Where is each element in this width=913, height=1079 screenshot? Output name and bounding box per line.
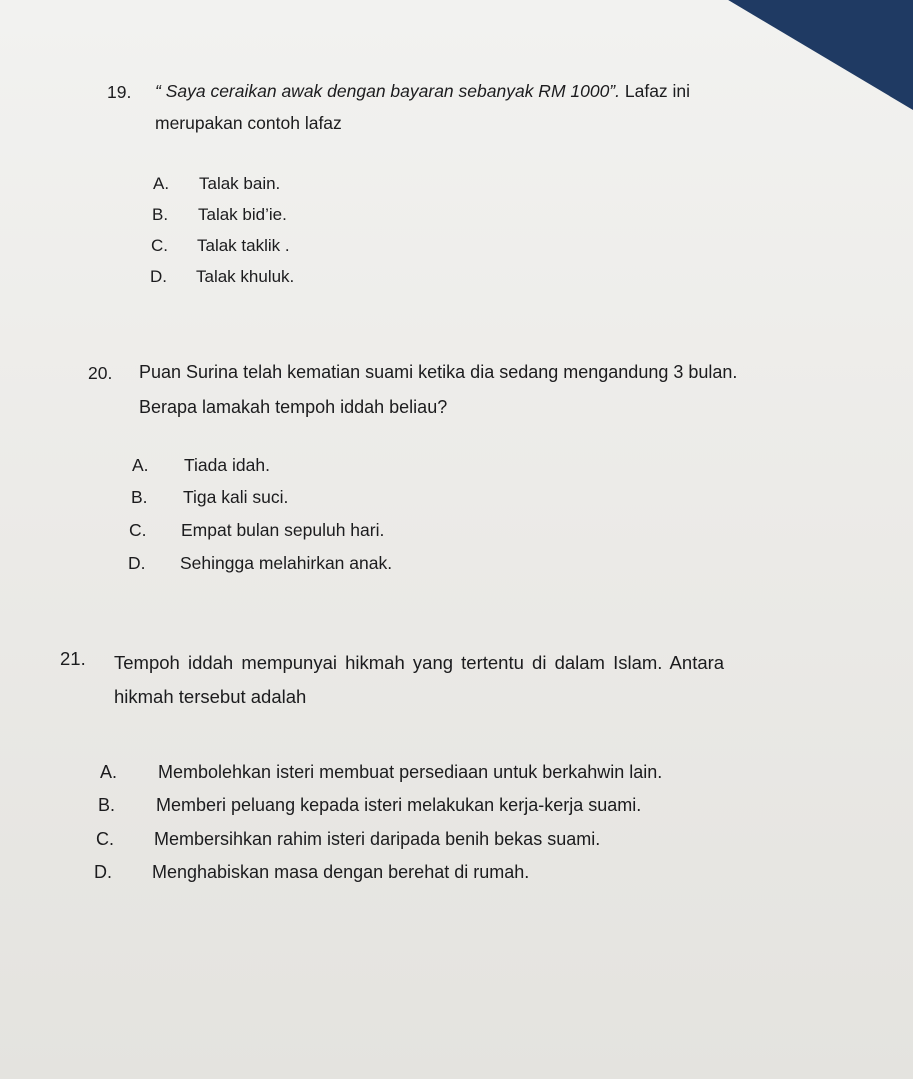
question-stem-line2: hikmah tersebut adalah <box>114 686 307 707</box>
option-letter: D. <box>94 862 112 882</box>
option-text: Memberi peluang kepada isteri melakukan kerja-kerja suami. <box>156 795 642 815</box>
option-letter: B. <box>98 795 116 815</box>
option-a[interactable] <box>153 174 280 194</box>
option-letter: D. <box>150 267 167 286</box>
option-letter: C. <box>151 236 168 255</box>
option-text: Talak khuluk. <box>196 267 295 286</box>
option-text: Sehingga melahirkan anak. <box>180 553 393 573</box>
option-letter: A. <box>100 762 118 782</box>
option-d[interactable] <box>94 862 529 883</box>
option-text: Membolehkan isteri membuat persediaan untuk berkahwin lain. <box>158 762 663 782</box>
option-text: Talak taklik . <box>197 236 290 255</box>
option-b[interactable] <box>152 205 287 225</box>
option-text: Talak bid’ie. <box>198 205 287 224</box>
quoted-lafaz: “ Saya ceraikan awak dengan bayaran sebanyak RM 1000”. <box>155 81 620 101</box>
option-d[interactable] <box>150 267 294 287</box>
option-b[interactable] <box>98 795 641 816</box>
stem-text: Lafaz ini <box>620 81 691 101</box>
option-a[interactable] <box>132 455 270 476</box>
option-letter: D. <box>128 553 146 573</box>
question-stem-line2: merupakan contoh lafaz <box>155 113 342 133</box>
question-stem-line2: Berapa lamakah tempoh iddah beliau? <box>139 397 448 417</box>
option-b[interactable] <box>131 487 288 508</box>
question-number: 20. <box>88 363 113 383</box>
option-letter: B. <box>131 487 148 507</box>
option-c[interactable] <box>96 829 600 850</box>
option-c[interactable] <box>151 236 290 256</box>
option-letter: A. <box>153 174 170 193</box>
option-a[interactable] <box>100 762 662 783</box>
question-number: 21. <box>60 648 86 669</box>
question-stem: Puan Surina telah kematian suami ketika dia sedang mengandung 3 bulan. <box>139 362 738 382</box>
option-text: Empat bulan sepuluh hari. <box>181 520 385 540</box>
question-stem <box>155 76 785 106</box>
question-stem: Tempoh iddah mempunyai hikmah yang tertentu di dalam Islam. Antara <box>114 652 725 673</box>
option-d[interactable] <box>128 553 392 574</box>
option-letter: C. <box>96 829 114 849</box>
option-letter: C. <box>129 520 147 540</box>
question-number: 19. <box>107 82 132 102</box>
option-letter: A. <box>132 455 149 475</box>
option-c[interactable] <box>129 520 384 541</box>
option-text: Tiga kali suci. <box>183 487 289 507</box>
option-text: Tiada idah. <box>184 455 270 475</box>
option-letter: B. <box>152 205 169 224</box>
option-text: Membersihkan rahim isteri daripada benih bekas suami. <box>154 829 601 849</box>
option-text: Menghabiskan masa dengan berehat di rumah. <box>152 862 530 882</box>
option-text: Talak bain. <box>199 174 281 193</box>
